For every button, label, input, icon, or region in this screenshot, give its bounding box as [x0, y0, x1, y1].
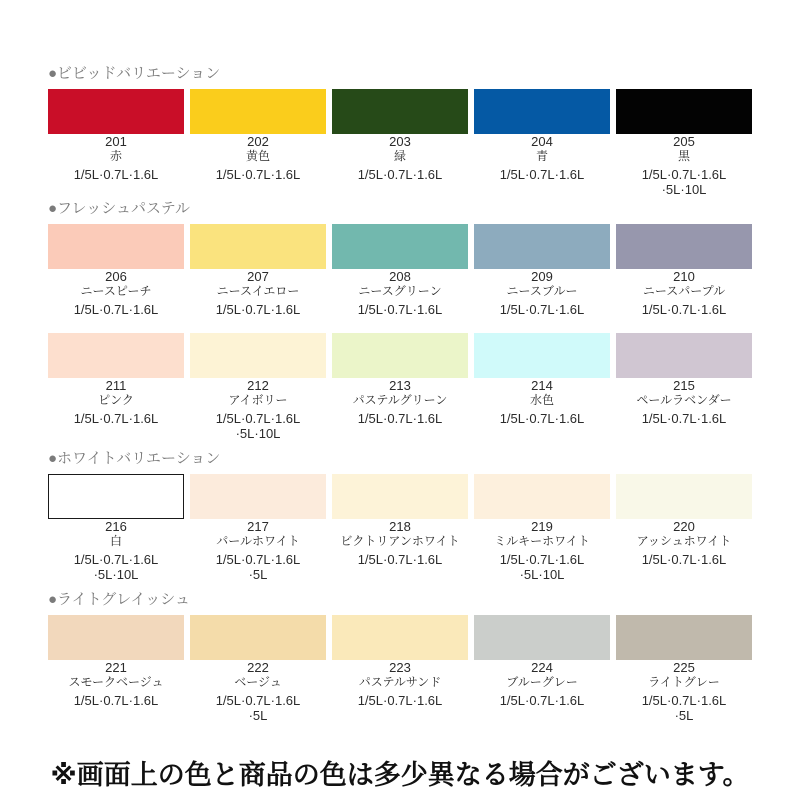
color-name: アッシュホワイト — [636, 534, 732, 548]
color-number: 201 — [105, 134, 127, 149]
section-title: ●フレッシュパステル — [48, 200, 190, 217]
color-cell-216 — [48, 474, 184, 582]
color-number: 223 — [389, 660, 411, 675]
color-number: 202 — [247, 134, 269, 149]
color-swatch — [190, 333, 326, 378]
color-sizes: 1/5L·0.7L·1.6L — [215, 167, 301, 182]
color-sizes: 1/5L·0.7L·1.6L — [215, 411, 301, 426]
color-name: パステルグリーン — [352, 393, 448, 407]
color-name: 白 — [109, 534, 122, 548]
color-name: スモークベージュ — [68, 675, 164, 689]
color-cell-225 — [616, 615, 752, 723]
color-swatch — [332, 89, 468, 134]
color-sizes: 1/5L·0.7L·1.6L — [357, 552, 443, 567]
footer-disclaimer: ※画面上の色と商品の色は多少異なる場合がございます。 — [50, 760, 750, 790]
color-number: 207 — [247, 269, 269, 284]
color-swatch — [190, 615, 326, 660]
color-swatch — [474, 333, 610, 378]
color-swatch — [616, 224, 752, 269]
color-cell-210 — [616, 224, 752, 317]
color-sizes: 1/5L·0.7L·1.6L — [499, 411, 585, 426]
color-cell-207 — [190, 224, 326, 317]
color-swatch — [48, 615, 184, 660]
color-swatch — [190, 474, 326, 519]
color-number: 203 — [389, 134, 411, 149]
color-number: 221 — [105, 660, 127, 675]
color-name: ペールラベンダー — [636, 393, 732, 407]
color-cell-220 — [616, 474, 752, 582]
color-number: 212 — [247, 378, 269, 393]
color-cell-218 — [332, 474, 468, 582]
color-cell-208 — [332, 224, 468, 317]
color-cell-206 — [48, 224, 184, 317]
color-name: 黒 — [677, 149, 690, 163]
color-cell-222 — [190, 615, 326, 723]
swatch-row — [48, 333, 752, 441]
color-sizes: 1/5L·0.7L·1.6L — [641, 693, 727, 708]
color-sizes-extra: ·5L — [674, 708, 694, 723]
color-number: 210 — [673, 269, 695, 284]
swatch-row — [48, 474, 752, 582]
color-number: 215 — [673, 378, 695, 393]
color-swatch — [616, 474, 752, 519]
color-sizes: 1/5L·0.7L·1.6L — [641, 552, 727, 567]
color-number: 225 — [673, 660, 695, 675]
color-swatch — [474, 224, 610, 269]
color-name: 水色 — [529, 393, 554, 407]
color-sizes-extra: ·5L·10L — [93, 567, 139, 582]
color-swatch — [616, 615, 752, 660]
color-sizes: 1/5L·0.7L·1.6L — [357, 411, 443, 426]
color-cell-221 — [48, 615, 184, 723]
color-sizes: 1/5L·0.7L·1.6L — [357, 167, 443, 182]
color-name: ミルキーホワイト — [494, 534, 590, 548]
color-swatch — [48, 333, 184, 378]
color-sizes: 1/5L·0.7L·1.6L — [215, 552, 301, 567]
color-sizes-extra: ·5L·10L — [235, 426, 281, 441]
section-title: ●ホワイトバリエーション — [48, 450, 221, 467]
color-name: パステルサンド — [358, 675, 442, 689]
color-swatch — [474, 615, 610, 660]
color-sizes: 1/5L·0.7L·1.6L — [215, 693, 301, 708]
color-swatch — [332, 615, 468, 660]
color-name: ビクトリアンホワイト — [340, 534, 460, 548]
color-sizes: 1/5L·0.7L·1.6L — [641, 411, 727, 426]
color-number: 209 — [531, 269, 553, 284]
color-swatch — [332, 333, 468, 378]
color-cell-223 — [332, 615, 468, 723]
color-sizes: 1/5L·0.7L·1.6L — [73, 693, 159, 708]
section-light-grayish — [48, 592, 752, 723]
color-cell-202 — [190, 89, 326, 197]
color-name: 赤 — [109, 149, 122, 163]
color-cell-213 — [332, 333, 468, 441]
color-name: 青 — [535, 149, 548, 163]
color-name: パールホワイト — [216, 534, 300, 548]
color-name: ブルーグレー — [506, 675, 578, 689]
color-swatch — [190, 224, 326, 269]
color-number: 222 — [247, 660, 269, 675]
color-number: 208 — [389, 269, 411, 284]
color-sizes: 1/5L·0.7L·1.6L — [499, 167, 585, 182]
color-sizes: 1/5L·0.7L·1.6L — [357, 693, 443, 708]
color-sizes: 1/5L·0.7L·1.6L — [641, 167, 727, 182]
color-sizes: 1/5L·0.7L·1.6L — [499, 552, 585, 567]
color-cell-212 — [190, 333, 326, 441]
color-number: 204 — [531, 134, 553, 149]
color-cell-204 — [474, 89, 610, 197]
color-number: 205 — [673, 134, 695, 149]
color-sizes: 1/5L·0.7L·1.6L — [499, 693, 585, 708]
color-swatch — [616, 333, 752, 378]
color-name: ニースイエロー — [216, 284, 300, 298]
color-cell-211 — [48, 333, 184, 441]
section-white-variation — [48, 451, 752, 582]
color-number: 218 — [389, 519, 411, 534]
color-cell-219 — [474, 474, 610, 582]
section-fresh-pastel — [48, 201, 752, 441]
color-sizes-extra: ·5L — [248, 567, 268, 582]
color-sizes-extra: ·5L·10L — [519, 567, 565, 582]
color-name: アイボリー — [228, 393, 288, 407]
color-sizes: 1/5L·0.7L·1.6L — [215, 302, 301, 317]
color-cell-203 — [332, 89, 468, 197]
color-sizes: 1/5L·0.7L·1.6L — [357, 302, 443, 317]
color-number: 211 — [105, 378, 127, 393]
swatch-row — [48, 224, 752, 317]
color-cell-214 — [474, 333, 610, 441]
color-swatch — [332, 224, 468, 269]
color-name: ニースグリーン — [358, 284, 442, 298]
color-swatch — [332, 474, 468, 519]
color-cell-209 — [474, 224, 610, 317]
color-sizes: 1/5L·0.7L·1.6L — [499, 302, 585, 317]
color-number: 206 — [105, 269, 127, 284]
color-name: 黄色 — [245, 149, 270, 163]
swatch-row — [48, 89, 752, 197]
color-name: ニースパープル — [642, 284, 726, 298]
color-number: 216 — [105, 519, 127, 534]
color-swatch — [190, 89, 326, 134]
color-number: 213 — [389, 378, 411, 393]
color-sizes: 1/5L·0.7L·1.6L — [73, 411, 159, 426]
color-swatch — [474, 89, 610, 134]
color-cell-217 — [190, 474, 326, 582]
color-sizes: 1/5L·0.7L·1.6L — [73, 552, 159, 567]
section-vivid-variation — [48, 66, 752, 197]
section-title: ●ビビッドバリエーション — [48, 65, 221, 82]
color-cell-205 — [616, 89, 752, 197]
color-cell-224 — [474, 615, 610, 723]
color-cell-201 — [48, 89, 184, 197]
swatch-row — [48, 615, 752, 723]
color-sizes: 1/5L·0.7L·1.6L — [641, 302, 727, 317]
color-number: 220 — [673, 519, 695, 534]
color-cell-215 — [616, 333, 752, 441]
color-swatch — [474, 474, 610, 519]
color-number: 214 — [531, 378, 553, 393]
section-title: ●ライトグレイッシュ — [48, 591, 190, 608]
color-swatch — [48, 89, 184, 134]
color-number: 217 — [247, 519, 269, 534]
color-name: ベージュ — [234, 675, 282, 689]
color-name: 緑 — [393, 149, 406, 163]
color-swatch — [616, 89, 752, 134]
color-name: ライトグレー — [648, 675, 720, 689]
color-sizes: 1/5L·0.7L·1.6L — [73, 167, 159, 182]
color-sizes-extra: ·5L — [248, 708, 268, 723]
color-number: 219 — [531, 519, 553, 534]
color-swatch — [48, 474, 184, 519]
color-name: ピンク — [98, 393, 134, 407]
color-sizes: 1/5L·0.7L·1.6L — [73, 302, 159, 317]
color-sizes-extra: ·5L·10L — [661, 182, 707, 197]
color-name: ニースピーチ — [80, 284, 152, 298]
color-number: 224 — [531, 660, 553, 675]
color-swatch — [48, 224, 184, 269]
color-name: ニースブルー — [506, 284, 578, 298]
